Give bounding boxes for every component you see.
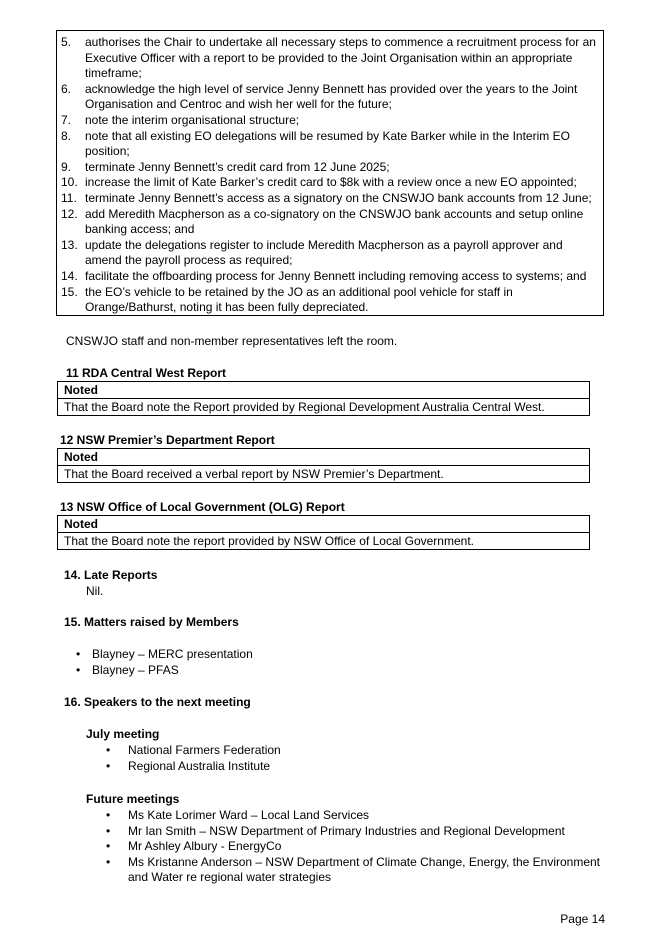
july-meeting-heading: July meeting [86,727,160,741]
bullet-icon: • [76,662,81,677]
resolution-item-number: 8. [61,128,72,143]
section-11-status: Noted [64,383,98,397]
page-number: Page 14 [560,912,605,926]
resolution-item-text: terminate Jenny Bennett’s credit card from 12 June 2025; [85,159,390,174]
resolution-item-number: 14. [61,268,78,283]
resolution-item-number: 15. [61,284,78,299]
future-meetings-list [102,808,602,886]
july-speaker-item-text: Regional Australia Institute [128,758,271,773]
july-speaker-item [102,743,602,759]
future-meetings-heading: Future meetings [86,792,180,806]
july-speaker-item [102,759,602,775]
resolution-item-number: 6. [61,81,72,96]
member-matter-item [76,663,596,679]
resolution-item-text: terminate Jenny Bennett’s access as a signatory on the CNSWJO bank accounts from 12 June; [85,190,592,205]
resolution-item-number: 9. [61,159,72,174]
resolution-list [57,31,603,316]
bullet-icon: • [106,854,111,869]
resolution-item [61,268,597,285]
resolution-item-text: add Meredith Macpherson as a co-signatory on the CNSWJO bank accounts and setup online banking access; and [85,206,584,237]
resolution-item-number: 12. [61,206,78,221]
section-11-text: That the Board note the Report provided by Regional Development Australia Central West. [58,398,589,415]
resolution-item-text: note the interim organisational structure; [85,112,300,127]
resolution-item [61,112,597,129]
member-matter-item [76,647,596,663]
resolution-item-text: acknowledge the high level of service Jenny Bennett has provided over the years to the Joint Organisation and Centroc and wish her well for the future; [85,81,578,112]
resolution-item [61,35,597,82]
section-11-heading: 11 RDA Central West Report [66,366,227,380]
section-16-heading: 16. Speakers to the next meeting [64,695,251,709]
resolution-item [61,284,597,316]
resolution-item-text: authorises the Chair to undertake all necessary steps to commence a recruitment process for an Executive Officer with a report to be provided to the Joint Organisation within an appropriate timeframe; [85,35,596,81]
resolution-item-text: the EO’s vehicle to be retained by the JO as an additional pool vehicle for staff in Orange/Bathurst, noting it has been fully depreciated. [85,284,513,315]
section-15-list [76,647,596,678]
section-12-text: That the Board received a verbal report by NSW Premier’s Department. [58,465,589,482]
future-speaker-item [102,824,602,840]
bullet-icon: • [106,808,111,822]
resolution-item-text: note that all existing EO delegations will be resumed by Kate Barker while in the Interim EO position; [85,128,570,159]
section-13-text: That the Board note the report provided by NSW Office of Local Government. [58,532,589,549]
section-12-status: Noted [64,450,98,464]
resolution-item [61,190,597,207]
section-14-text: Nil. [86,584,104,598]
member-matter-item-text: Blayney – MERC presentation [92,647,253,661]
july-speaker-item-text: National Farmers Federation [128,743,281,757]
future-speaker-item-text: Ms Kristanne Anderson – NSW Department of Climate Change, Energy, the Environment and Water re regional water strategies [128,854,601,885]
member-matter-item-text: Blayney – PFAS [92,662,179,677]
section-13-heading: 13 NSW Office of Local Government (OLG) Report [60,500,345,514]
bullet-icon: • [106,758,111,773]
section-13-status: Noted [64,517,98,531]
july-meeting-list [102,743,602,774]
resolution-item-text: increase the limit of Kate Barker’s credit card to $8k with a review once a new EO appointed; [85,175,577,190]
resolution-item [61,175,597,191]
bullet-icon: • [106,823,111,838]
future-speaker-item [102,839,602,855]
future-speaker-item-text: Mr Ian Smith – NSW Department of Primary Industries and Regional Development [128,823,565,838]
section-15-heading: 15. Matters raised by Members [64,615,239,629]
section-12-table [57,448,590,483]
section-14-heading: 14. Late Reports [64,568,158,582]
resolution-item-number: 10. [61,175,78,190]
resolution-item-text: update the delegations register to include Meredith Macpherson as a payroll approver and amend the payroll process as required; [85,237,563,268]
resolution-item-number: 13. [61,237,78,252]
resolution-item [61,81,597,113]
resolution-item [61,128,597,160]
resolution-item [61,237,597,269]
staff-left-note: CNSWJO staff and non-member representatives left the room. [66,334,398,348]
bullet-icon: • [106,743,111,757]
bullet-icon: • [106,839,111,854]
section-13-table [57,515,590,550]
bullet-icon: • [76,647,81,661]
section-11-table [57,381,590,416]
resolution-item-number: 11. [61,190,77,205]
resolution-item-number: 5. [61,35,72,49]
future-speaker-item-text: Mr Ashley Albury - EnergyCo [128,839,282,854]
resolution-item-number: 7. [61,112,72,127]
resolution-item [61,159,597,176]
future-speaker-item-text: Ms Kate Lorimer Ward – Local Land Services [128,808,369,822]
future-speaker-item [102,808,602,824]
resolution-box [56,30,604,316]
resolution-item-text: facilitate the offboarding process for Jenny Bennett including removing access to systems; and [85,268,587,283]
future-speaker-item [102,855,602,886]
section-12-heading: 12 NSW Premier’s Department Report [60,433,275,447]
resolution-item [61,206,597,238]
